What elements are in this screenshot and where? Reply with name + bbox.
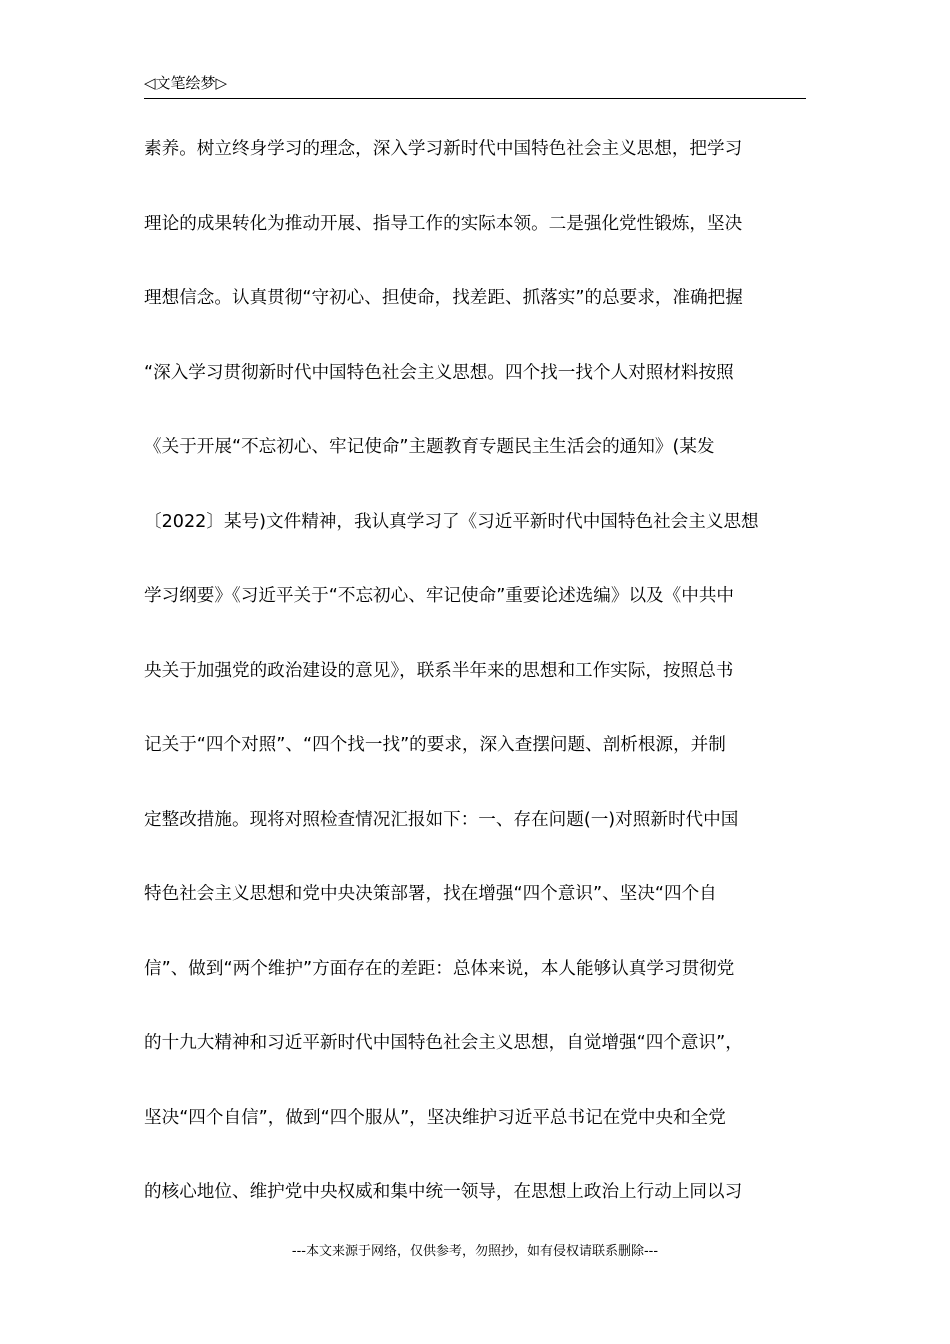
text-line: 学习纲要》《习近平关于“不忘初心、牢记使命”重要论述选编》以及《中共中 (144, 586, 735, 606)
text-line: 的十九大精神和习近平新时代中国特色社会主义思想，自觉增强“四个意识”， (144, 1033, 743, 1053)
text-line: 特色社会主义思想和党中央决策部署，找在增强“四个意识”、坚决“四个自 (144, 884, 717, 904)
text-line: 理论的成果转化为推动开展、指导工作的实际本领。二是强化党性锻炼，坚决 (144, 213, 743, 234)
text-line: “深入学习贯彻新时代中国特色社会主义思想。四个找一找个人对照材料按照 (144, 362, 734, 383)
text-line: 〔2022〕某号)文件精神，我认真学习了《习近平新时代中国特色社会主义思想 (144, 511, 759, 532)
text-line: 记关于“四个对照”、“四个找一找”的要求，深入查摆问题、剖析根源，并制 (144, 735, 726, 755)
text-line: 的核心地位、维护党中央权威和集中统一领导，在思想上政治上行动上同以习 (144, 1182, 743, 1202)
text-line: 定整改措施。现将对照检查情况汇报如下：一、存在问题(一)对照新时代中国 (144, 809, 739, 830)
text-line: 素养。树立终身学习的理念，深入学习新时代中国特色社会主义思想，把学习 (144, 139, 743, 159)
document-body (144, 126, 806, 1244)
text-line: 坚决“四个自信”，做到“四个服从”，坚决维护习近平总书记在党中央和全党 (144, 1107, 726, 1128)
page-footer: ---本文来源于网络，仅供参考，勿照抄，如有侵权请联系删除--- (291, 1244, 659, 1259)
text-line: 《关于开展“不忘初心、牢记使命”主题教育专题民主生活会的通知》(某发 (144, 437, 715, 457)
text-line: 信”、做到“两个维护”方面存在的差距：总体来说，本人能够认真学习贯彻党 (144, 958, 735, 979)
text-line: 理想信念。认真贯彻“守初心、担使命，找差距、抓落实”的总要求，准确把握 (144, 288, 743, 308)
page-header (144, 72, 806, 99)
text-line: 央关于加强党的政治建设的意见》，联系半年来的思想和工作实际，按照总书 (144, 660, 734, 681)
header-title: ◁文笔绘梦▷ (144, 74, 228, 92)
